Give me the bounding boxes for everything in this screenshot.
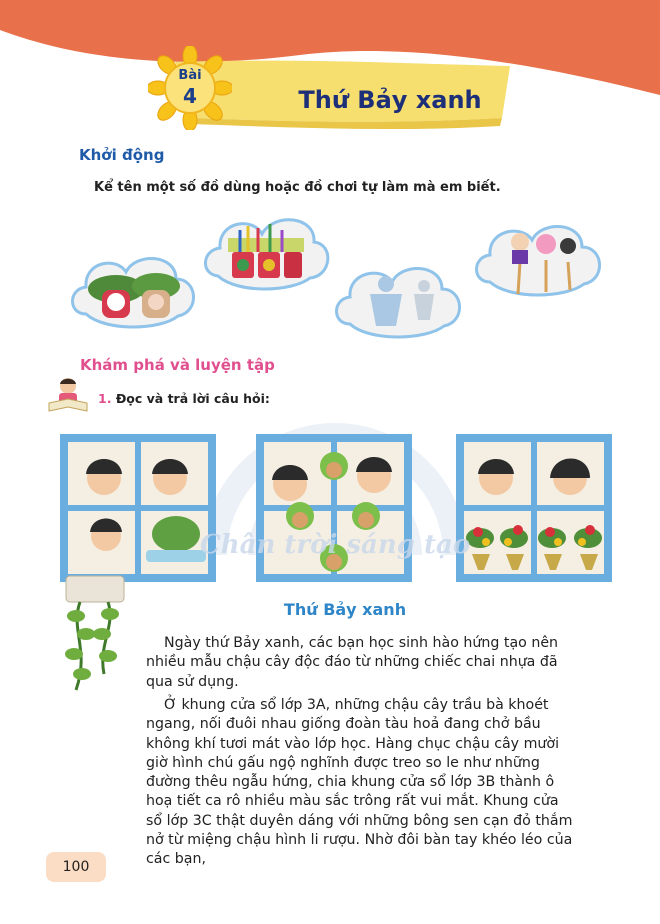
reading-child-icon	[45, 375, 91, 415]
exercise-label	[98, 391, 270, 406]
exercise-text: Đọc và trả lời câu hỏi:	[115, 391, 270, 406]
window-3a	[64, 438, 212, 578]
story-paragraph-2: Ở khung cửa sổ lớp 3A, những chậu cây trầu bà khoét ngang, nối đuôi nhau giống đoàn tàu hoả đang chở bầu không khí tươi mát vào lớp học. Hàng chục chậu cây mười giờ hình chú gấu ngộ nghĩnh được treo so le như những đường thêu ngẫu hứng, chia khung cửa sổ lớp 3B thành ô hoạ tiết ca rô nhiều màu sắc trông rất vui mắt. Khung cửa sổ lớp 3C thật duyên dáng với những bông sen cạn đỏ thắm nở từ miệng chậu hình li rượu. Nhờ đôi bàn tay khéo léo của các bạn,	[146, 697, 573, 868]
header-background	[0, 0, 660, 140]
yarn-dolls-image	[330, 254, 468, 344]
hanging-plant-decoration	[65, 576, 124, 690]
watermark-text: Chân trời sáng tạo	[200, 530, 471, 560]
lesson-number: 4	[183, 84, 197, 108]
story-title: Thứ Bảy xanh	[283, 600, 407, 619]
warmup-heading: Khởi động	[79, 146, 165, 164]
lesson-title: Thứ Bảy xanh	[298, 86, 482, 114]
warmup-prompt: Kể tên một số đồ dùng hoặc đồ chơi tự làm mà em biết.	[94, 180, 501, 195]
lesson-label: Bài	[178, 68, 202, 83]
page-number: 100	[46, 852, 106, 882]
exercise-number: 1.	[98, 391, 112, 406]
story-paragraph-1: Ngày thứ Bảy xanh, các bạn học sinh hào hứng tạo nên nhiều mẫu chậu cây độc đáo từ những chiếc chai nhựa đã qua sử dụng.	[146, 635, 559, 690]
bottle-planters-image	[66, 244, 202, 334]
window-3c	[460, 438, 608, 578]
explore-heading: Khám phá và luyện tập	[80, 356, 275, 374]
stick-puppets-image	[470, 212, 606, 302]
lesson-badge	[148, 46, 232, 130]
pencil-holders-image	[200, 208, 332, 296]
